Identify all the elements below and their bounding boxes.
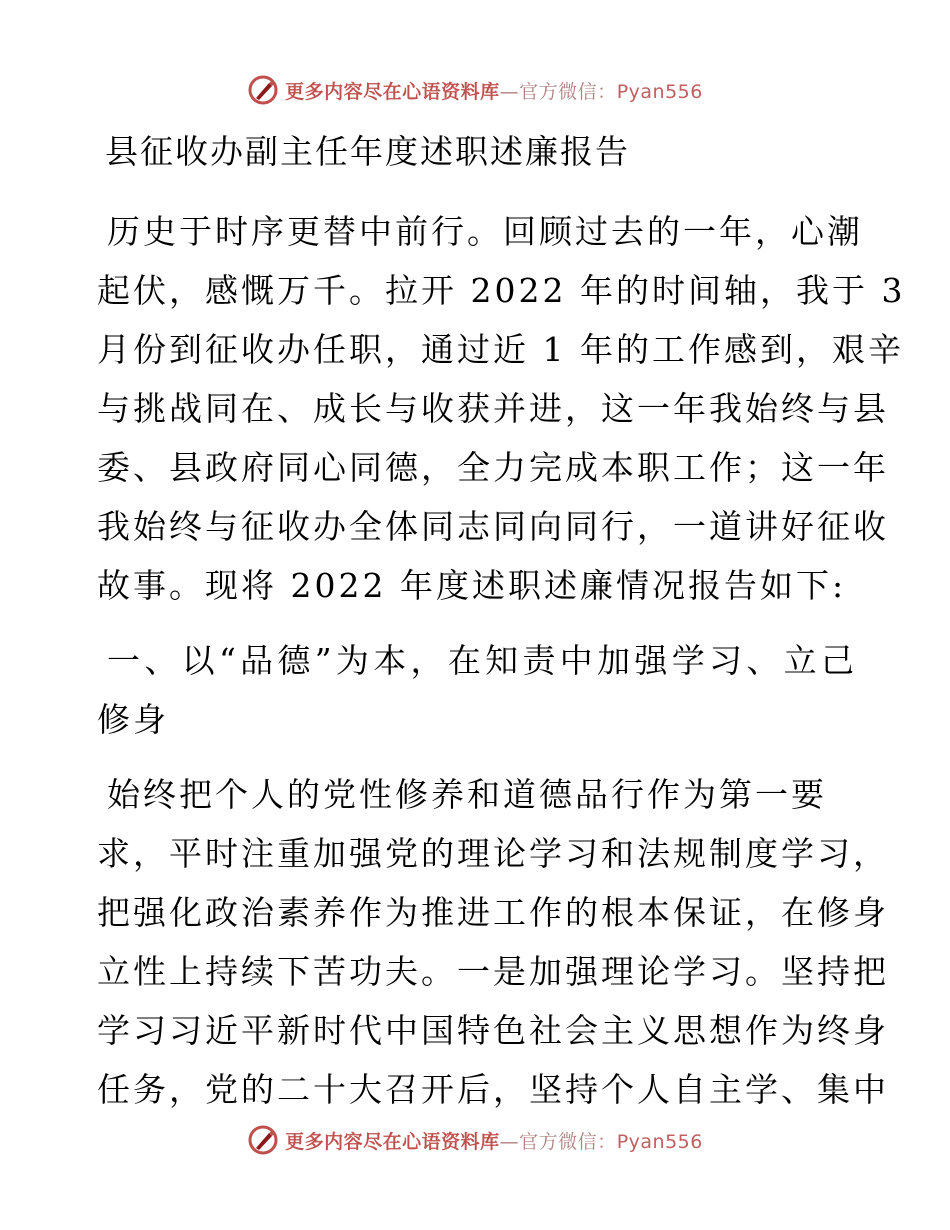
text-line: 起伏，感慨万千。拉开 2022 年的时间轴，我于 3 [97,271,906,310]
text-line: 历史于时序更替中前行。回顾过去的一年，心潮 [107,212,863,251]
text-line: 始终把个人的党性修养和道德品行作为第一要 [107,775,827,814]
text-line: 任务，党的二十大召开后，坚持个人自主学、集中 [97,1070,889,1109]
text-line: 求，平时注重加强党的理论学习和法规制度学习， [97,834,889,873]
quill-logo-icon [247,1124,279,1156]
banner-official-label: 官方微信： [519,80,617,103]
paragraph-intro [97,202,906,615]
banner-wechat-id: Pyan556 [616,80,703,103]
text-line: 把强化政治素养作为推进工作的根本保证，在修身 [97,893,889,932]
banner-dash: — [499,1130,520,1153]
text-line: 我始终与征收办全体同志同向同行，一道讲好征收 [97,507,889,546]
banner-dash: — [499,80,520,103]
banner-main-text: 更多内容尽在心语资料库 [285,80,500,103]
text-line: 故事。现将 2022 年度述职述廉情况报告如下: [97,566,847,605]
text-line: 月份到征收办任职，通过近 1 年的工作感到，艰辛 [97,330,904,369]
header-watermark-banner [0,70,950,110]
text-line: 立性上持续下苦功夫。一是加强理论学习。坚持把 [97,952,889,991]
text-line: 修身 [97,700,169,739]
banner-official-label: 官方微信： [519,1130,617,1153]
text-line: 一、以“品德”为本，在知责中加强学习、立己 [107,641,857,680]
banner-main-text: 更多内容尽在心语资料库 [285,1130,500,1153]
text-line: 学习习近平新时代中国特色社会主义思想作为终身 [97,1011,889,1050]
text-line: 与挑战同在、成长与收获并进，这一年我始终与县 [97,389,889,428]
footer-watermark-banner [0,1120,950,1160]
paragraph-section-1 [97,765,889,1119]
banner-wechat-id: Pyan556 [616,1130,703,1153]
text-line: 委、县政府同心同德，全力完成本职工作；这一年 [97,448,889,487]
banner-text [285,77,703,104]
section-heading-1 [97,631,857,749]
document-body [97,120,906,1135]
banner-text [285,1127,703,1154]
document-title: 县征收办副主任年度述职述廉报告 [105,132,630,171]
quill-logo-icon [247,74,279,106]
